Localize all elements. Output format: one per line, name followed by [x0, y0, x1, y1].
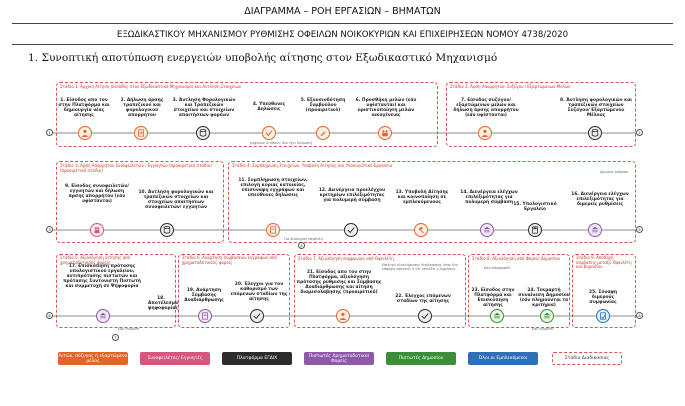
connector-4: 4 [298, 242, 305, 249]
step-17-note: Εάν εγκριθεί [118, 327, 140, 331]
step-23: 23. Είσοδος στην Πλατφόρμα και Επισκόπηση αίτησης [471, 288, 515, 308]
step-7: 7. Είσοδος συζύγου/ εξαρτώμενων μελών και δήλωση άρσης απορρήτου (εάν υφίστανται) [453, 98, 519, 118]
step-4: 4. Υπεύθυνες Δηλώσεις [252, 102, 286, 112]
check-list-icon [418, 309, 432, 323]
connector-6: 6 [46, 312, 53, 319]
step-14: 14. Διενέργεια ελέγχων επιλεξιμότητας για πολυμερή σύμβαση [460, 190, 518, 205]
database-icon [160, 223, 174, 237]
step-21-note: Επιλογή ολοκλήρωσης διαδικασίας όταν δεν υπάρχει αρνητής ή ότι επιλέξει ο Δημόσιος [382, 263, 458, 271]
diagram-subtitle: ΕΞΩΔΙΚΑΣΤΙΚΟΥ ΜΗΧΑΝΙΣΜΟΥ ΡΥΘΜΙΣΗΣ ΟΦΕΙΛΩΝ ΝΟΙΚΟΚΥΡΙΩΝ ΚΑΙ ΕΠΙΧΕΙΡΗΣΕΩΝ ΝΟΜΟΥ 4738/2020 [116, 30, 569, 40]
bank-icon [588, 223, 602, 237]
government-icon [490, 309, 504, 323]
legend-platform: Πλατφόρμα ΕΓΔΙΧ [222, 352, 292, 365]
step-24-note: Εάν εγκριθεί [532, 327, 554, 331]
step-21: 21. Είσοδος απο τον στην Πλατφόρμα, αξιολόγηση πρότασης ρύθμισης και Σύμβασης Αναδιάρθρωσης και αίτηση διαμεσολάβησης (προαιρετικό) [296, 270, 382, 295]
step-18: 18. Αποτέλεσμα ψηφοφορίας [148, 296, 179, 311]
bank-icon [96, 309, 110, 323]
section-title: 1. Συνοπτική αποτύπωση ενεργειών υποβολής αίτησης στον Εξωδικαστικό Μηχανισμό [28, 52, 498, 64]
step-15: 15. Υπολογιστικό Εργαλείο [513, 202, 557, 212]
step-9: 9. Είσοδος συνοφειλετών/ εγγυητών και δήλωση άρσης απορρήτου (εάν υφίστανται) [65, 184, 129, 204]
connector-8: 8 [636, 312, 643, 319]
step-5: 5. Εξουσιοδότηση Συμβούλου (προαιρετικό) [300, 98, 346, 113]
connector-2: 2 [636, 129, 643, 136]
legend-public-creditors: Πιστωτές Δημοσίου [386, 352, 456, 365]
stage-5-header: Στάδιο 5. Αξιολόγηση αίτησης από χρηματοδοτικούς φορείς [60, 255, 131, 265]
step-16-note: διμερής ρύθμιση [600, 170, 629, 174]
step-4-note: (ισχύουν οι όποιες δεν έχει δηλώσει) [250, 141, 313, 145]
agreement-icon [596, 309, 610, 323]
step-16: 16. Διενέργεια ελέγχων επιλεξιμότητας για διμερείς ρυθμίσεις [571, 192, 629, 207]
form-icon [266, 223, 280, 237]
step-2: 2. Δήλωση άρσης τραπεζικού και φορολογικού απορρήτου [120, 98, 164, 118]
step-6: 6. Προσθήκη μελών (εάν υφίστανται) και οριστικοποίηση μελών οικογένειας [355, 98, 417, 118]
bank-icon [480, 223, 494, 237]
step-3: 3. Άντληση Φορολογικών και Τραπεζικών στοιχείων και στοιχείων απαιτήσεων φορέων [172, 98, 236, 118]
user-icon [336, 309, 350, 323]
checklist-icon [262, 126, 276, 140]
step-17: 17. Επισκόπηση πρότασης υπολογιστικού εργαλείου, αντιπρότασης πιστωτών και πρότασης Συντονιστή Πιστωτή και συμμετοχή σε Ψηφοφορία [63, 264, 141, 289]
connector-5: 5 [636, 226, 643, 233]
step-23-note: Εάν απορριφθεί [484, 266, 511, 270]
government-icon [540, 309, 554, 323]
step-24: 24. Τεκμαρτή συναίνεση Δημοσίου (εάν πληρούνται τα κριτήρια) [518, 288, 570, 308]
step-11-note: Για διαδοχική υποβολή [284, 237, 323, 241]
stage-7-header: Στάδιο 7. Αξιολόγηση συμφωνίας από Οφειλέτη [298, 256, 394, 261]
connector-7: 7 [112, 334, 119, 341]
step-20: 20. Έλεγχοι για τον καθορισμό των επόμενων σταδίων της αίτησης [230, 282, 288, 302]
stage-6-header: Στάδιο 6. Ανάρτηση συμβάσεων εγγράφων από χρηματοδοτικούς φορείς [182, 255, 277, 265]
legend-guarantors: Συνοφειλέτες/ Εγγυητές [140, 352, 210, 365]
calculator-icon [528, 223, 542, 237]
pen-icon [316, 126, 330, 140]
user-icon [78, 126, 92, 140]
stage-2-header: Στάδιο 2. Άρση Απορρήτου- Συζύγου / Εξαρτώμενων Μελών [450, 84, 571, 89]
stage-1-header: Στάδιο 1. Αρχική Αίτηση (Είσοδος στον Εξωδικαστικό Μηχανισμό) και Αντληση Στοιχείων [60, 84, 242, 89]
legend-stage: Στάδιο Διαδικασίας [552, 352, 622, 365]
stage-3-header-cont: (προαιρετικό στάδιο) [60, 168, 103, 173]
check-list-icon [344, 223, 358, 237]
connector-1: 1 [46, 129, 53, 136]
step-22: 22. Έλεγχος επόμενων σταδίων της αίτησης [395, 294, 451, 304]
diagram-title: ΔΙΑΓΡΑΜΜΑ – ΡΟΗ ΕΡΓΑΣΙΩΝ – ΒΗΜΑΤΩΝ [244, 6, 441, 17]
step-19: 19. Ανάρτηση Σύμβασης Αναδιάρθρωσης [184, 288, 224, 303]
check-list-icon [250, 309, 264, 323]
stage-9-header: Στάδιο 9. Αποδοχή σύμβασης μεταξύ Οφειλέτη και Δημοσίου [576, 255, 632, 269]
family-icon [378, 126, 392, 140]
step-13: 13. Υποβολή Αίτησης και κοινοποίηση σε εμπλεκόμενους [395, 190, 449, 205]
legend-financial-creditors: Πιστωτές Χρηματοδοτικοί Φορείς [304, 352, 374, 365]
step-11: 11. Συμπλήρωση στοιχείων, επιλογή κύριας κατοικίας, επισύναψη εγγράφων και υπεύθυνες δηλώσεις [238, 178, 308, 198]
database-icon [196, 126, 210, 140]
user-icon [478, 126, 492, 140]
connector-3: 3 [46, 226, 53, 233]
step-8: 8. Άντληση φορολογικών και τραπεζικών στοιχείων Συζύγου/ Εξαρτώμενου Μέλους [560, 98, 632, 118]
step-10: 10. Άντληση φορολογικών και τραπεζικών στοιχείων και στοιχείων απαιτήσεων συνοφειλετών/ εγγυητών [138, 190, 214, 210]
step-1: 1. Είσοδος απο τον στην Πλατφόρμα και δημιουργία νέας αίτησης [58, 98, 110, 118]
stage-4-header: Στάδιο 4. Συμπλήρωση Στοιχείων, Υποβολή Αίτησης και Υπολογιστικό Εργαλείο [232, 163, 393, 168]
gavel-icon [414, 223, 428, 237]
database-icon [588, 126, 602, 140]
step-25: 25. Σύναψη διμερούς συμφωνίας [589, 290, 617, 305]
contract-icon [198, 309, 212, 323]
step-12: 12. Διενέργεια προελέγχου κριτηρίων επιλεξιμότητας για πολυμερή σύμβαση [318, 188, 386, 203]
stage-3-header: Στάδιο 3. Άρση Απορρήτου Συνοφειλετών / Εγγυητών (προαιρετικό στάδιο) [60, 163, 212, 168]
stage-8-header: Στάδιο 8. Αξιολόγηση από Φορείς Δημοσίου [472, 256, 560, 261]
handshake-icon [90, 223, 104, 237]
document-icon [134, 126, 148, 140]
legend-all-involved: Όλοι οι Εμπλεκόμενοι [468, 352, 538, 365]
legend-applicant: Αιτών, σύζυγος ή εξαρτώμενο μέλος [58, 353, 128, 364]
